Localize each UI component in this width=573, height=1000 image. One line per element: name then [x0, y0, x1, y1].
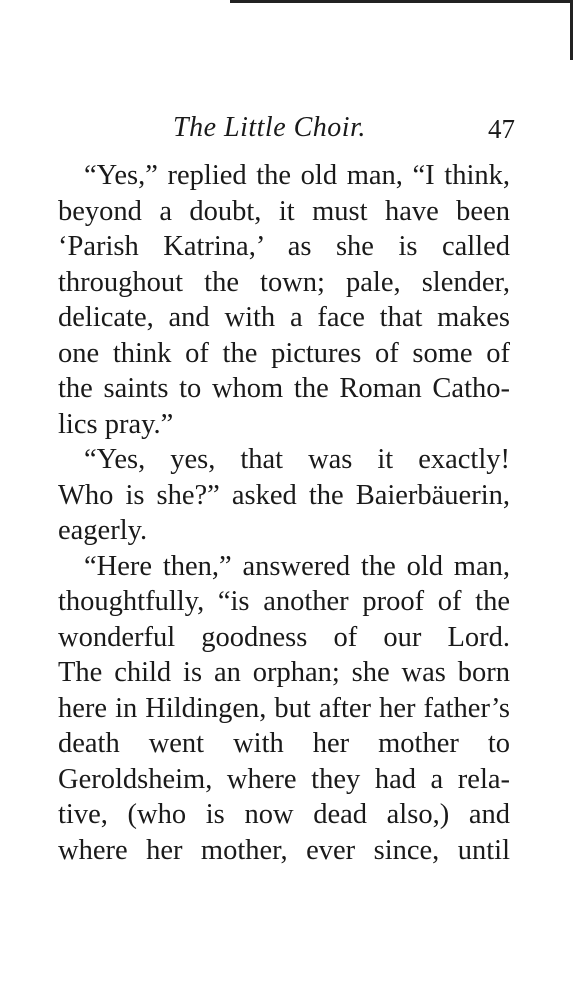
text-line: Who is she?” asked the Baierbäuerin, — [58, 479, 510, 511]
text-line: eagerly. — [58, 515, 148, 546]
text-line: ‘Parish Katrina,’ as she is called — [58, 231, 510, 262]
text-line: tive, (who is now dead also,) and — [58, 799, 510, 830]
text-line: one think of the pictures of some of — [58, 337, 510, 369]
text-line: here in Hildingen, but after her father’s — [58, 692, 510, 724]
text-line: “Here then,” answered the old man, — [84, 550, 510, 582]
body-text — [58, 158, 510, 868]
text-line: thoughtfully, “is another proof of the — [58, 586, 510, 617]
text-line: wonderful goodness of our Lord. — [58, 621, 510, 653]
text-line: “Yes,” replied the old man, “I think, — [84, 160, 510, 191]
text-line: delicate, and with a face that makes — [58, 302, 510, 333]
text-line: beyond a doubt, it must have been — [58, 195, 510, 227]
text-line: Geroldsheim, where they had a rela- — [58, 763, 510, 795]
running-head — [58, 112, 515, 148]
text-line: throughout the town; pale, slender, — [58, 266, 510, 298]
running-title: The Little Choir. — [173, 112, 366, 143]
page-number: 47 — [488, 114, 515, 144]
text-line: “Yes, yes, that was it exactly! — [84, 444, 510, 475]
text-line: the saints to whom the Roman Catho- — [58, 373, 510, 404]
text-line: lics pray.” — [58, 408, 174, 440]
top-border-rule — [230, 0, 573, 3]
text-line: where her mother, ever since, until — [58, 834, 510, 866]
text-line: The child is an orphan; she was born — [58, 657, 510, 688]
text-line: death went with her mother to — [58, 728, 510, 759]
